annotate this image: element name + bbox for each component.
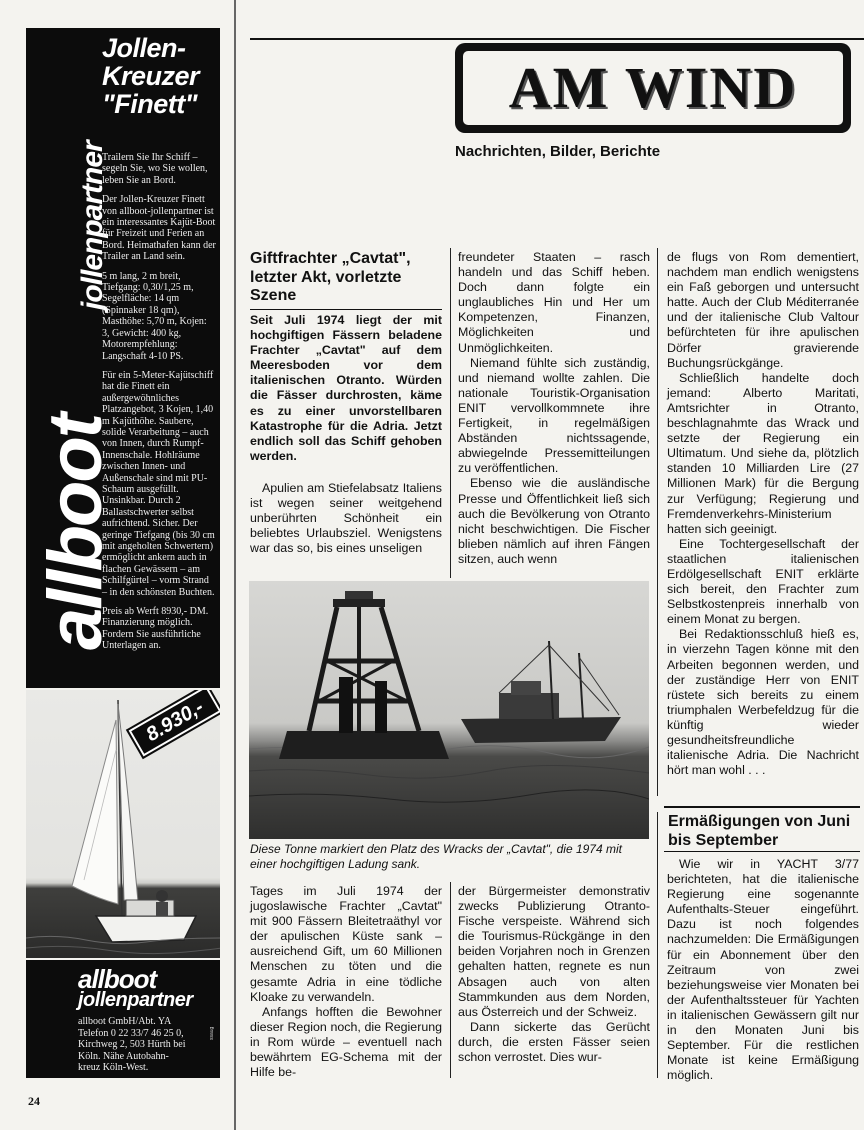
buoy-and-boat-illustration (249, 581, 649, 839)
sailboat-photo (26, 690, 220, 958)
column-divider (657, 812, 658, 1078)
section-subtitle: Nachrichten, Bilder, Berichte (455, 143, 661, 160)
article-column-3 (667, 250, 859, 778)
contact-line: Kirchweg 2, 503 Hürth bei (78, 1039, 186, 1050)
contact-line: kreuz Köln-West. (78, 1062, 149, 1073)
article-paragraph: Niemand fühlte sich zuständig, und niemand wollte zahlen. Die nationale Touristik-Organisation ENIT vervollkommnete ihre Fertigkeit, in regelmäßigen Abständen nichtssagende, abwiegelnde Pressemitteilungen zu veröffentlichen. (458, 355, 650, 476)
ad-vertical-brand: allboot (33, 414, 118, 650)
ad-paragraph: Preis ab Werft 8930,- DM. Finanzierung möglich. Fordern Sie ausführliche Unterlagen an. (102, 606, 209, 652)
masthead-title: AM WIND (508, 55, 798, 120)
ad-brand-subtitle: jollenpartner (78, 989, 193, 1011)
article-lead: Seit Juli 1974 liegt der mit hochgiftigen Fässern beladene Frachter „Cavtat" auf dem Meeresboden vor dem italienischen Otranto. Würden die Fässer durchrosten, käme es zu einer unvorstellbaren Katastrophe für die Adria. Jetzt endlich soll das Schiff gehoben werden. (250, 313, 442, 463)
article-paragraph: Tages im Juli 1974 der jugoslawische Frachter „Cavtat" mit 900 Fässern Bleitetraäthyl vor der apulischen Küste sank – ausreichend Gift, um 60 Millionen Menschen zu töten und die gesamte Adria in eine tödliche Kloake zu verwandeln. (250, 884, 442, 1004)
article-column-1-upper (250, 481, 442, 556)
article-paragraph: Bei Redaktionsschluß hieß es, in vierzehn Tagen könne mit den Arbeiten begonnen werden, und der zuständige Herr von ENIT rüstete sich bereits zu einem triumphalen Werbefeldzug für die künftig wieder gesundheitsfreundliche italienische Adria. Die Nachricht hört man wohl . . . (667, 627, 859, 778)
article-paragraph: Apulien am Stiefelabsatz Italiens ist wegen seiner weitgehend unberührten Schönheit ein beliebtes Urlaubsziel. Wenigstens war das so, bis eines unseligen (250, 481, 442, 556)
page-gutter-divider (234, 0, 236, 1130)
contact-line: Köln. Nähe Autobahn- (78, 1050, 169, 1062)
article-headline: Giftfrachter „Cavtat", letzter Akt, vorletzte Szene (250, 250, 411, 304)
headline-rule (250, 309, 442, 310)
article-paragraph: Eine Tochtergesellschaft der staatlichen italienischen Erdölgesellschaft ENIT erklärte sich bereit, den Frachter zum Selbstkostenpreis innerhalb von einem Monat zu bergen. (667, 536, 859, 627)
column-divider (450, 882, 451, 1078)
header-rule (250, 38, 864, 40)
article-paragraph: Ebenso wie die ausländische Presse und Öffentlichkeit ließ sich auch die Bevölkerung von Otranto nicht beschwichtigen. Die Fischer blieben nämlich auf ihren Fängen sitzen, auch wenn (458, 476, 650, 566)
article2-headline-rule (664, 851, 860, 852)
article-paragraph: der Bürgermeister demonstrativ zwecks Publizierung Otranto-Fische verspeiste. Während sich die Tourismus-Rückgänge in den beiden Vorjahren noch in Grenzen gehalten hatten, regnete es nun Absagen auch von alten Stammkunden aus dem Norden, aus Österreich und der Schweiz. (458, 884, 650, 1019)
contact-line: allboot GmbH/Abt. YA (78, 1016, 172, 1027)
article2-body (667, 857, 859, 1083)
article-paragraph: Dann sickerte das Gerücht durch, die ersten Fässer seien schon verrostet. Dies wur- (458, 1019, 650, 1065)
ad-vertical-subbrand: jollenpartner (76, 141, 109, 310)
column-divider (450, 248, 451, 578)
article-column-1-lower (250, 884, 442, 1080)
sailboat-illustration (26, 690, 220, 958)
contact-line: Telefon 0 22 33/7 46 25 0, (78, 1027, 184, 1039)
masthead-frame (461, 49, 845, 127)
ad-title (102, 34, 218, 118)
column-divider (657, 248, 658, 796)
article-paragraph: Anfangs hofften die Bewohner dieser Region noch, die Regierung in Rom würde – eventuell nach bewährtem EG-Schema mit der Hilfe be- (250, 1004, 442, 1080)
ad-title-line: Jollen- (102, 33, 186, 63)
section-masthead (455, 43, 851, 133)
ad-title-line: "Finett" (102, 89, 198, 119)
ad-title-line: Kreuzer (102, 61, 200, 91)
ad-brand-logo: allboot (78, 964, 157, 994)
page-number: 24 (28, 1094, 40, 1108)
ad-contact-address (78, 1016, 218, 1074)
ad-paragraph: Für ein 5-Meter-Kajütschiff hat die Finett ein außergewöhnliches Platzangebot, 3 Kojen, 1,40 m Kajüthöhe. Saubere, solide Verarbeitung – auch von Innen, durch Rumpf-Innenschale. Hohlräume zwischen Innen- und Außenschale sind mit PU-Schaum ausgefüllt. Unsinkbar. Durch 2 Ballastschwerter selbst aufrichtend. Sicher. Der geringe Tiefgang (bis 30 cm mit angeholten Schwertern) ermöglicht ankern auch in flachen Gewässern – am Schilfgürtel – vorm Strand – in den schönsten Buchten. (102, 369, 215, 598)
ad-paragraph: 5 m lang, 2 m breit, Tiefgang: 0,30/1,25 m, Segelfläche: 14 qm (Spinnaker 18 qm), Masthöhe: 5,70 m, Kojen: 3, Gewicht: 400 kg, Motorempfehlung: Langschaft 4-10 PS. (102, 270, 207, 362)
article-column-2-upper (458, 250, 650, 567)
ad-code: ssaug (209, 1026, 215, 1040)
article2-top-rule (664, 806, 860, 808)
ad-body-text (102, 152, 216, 660)
ad-paragraph: Der Jollen-Kreuzer Finett von allboot-jollenpartner ist ein interessantes Kajüt-Boot für Freizeit und Ferien an Bord. Heimathafen kann der Trailer an Land sein. (102, 194, 216, 263)
advertisement-panel (26, 28, 220, 688)
ad-paragraph: Trailern Sie Ihr Schiff – segeln Sie, wo Sie wollen, leben Sie an Bord. (102, 152, 208, 186)
article-paragraph: Wie wir in YACHT 3/77 berichteten, hat die italienische Regierung eine sogenannte Aufenthalts-Steuer eingeführt. Dazu ist noch folgendes nachzumelden: Die Ermäßigungen für ein Abonnement über den Zeitraum von zwei beziehungsweise vier Monaten bei der Aufenthaltssteuer für Yachten in italienischen Gewässern gilt nur in den Monaten Juni bis September. Für die restlichen Monate ist keine Ermäßigung möglich. (667, 857, 859, 1083)
ad-contact-panel (26, 960, 220, 1078)
article-paragraph: de flugs von Rom dementiert, nachdem man endlich wenigstens ein Faß geborgen und untersucht hatte. Auch der Club Méditerranée und der italienische Club Valtour befürchteten für ihre apulischen Dörfer gravierende Buchungsrückgänge. (667, 250, 859, 370)
article-paragraph: freundeter Staaten – rasch handeln und das Schiff heben. Doch dann folgte ein unglaubliches Hin und Her um Kompetenzen, Finanzen, Möglichkeiten und Unmöglichkeiten. (458, 250, 650, 355)
article-column-2-lower (458, 884, 650, 1065)
article-paragraph: Schließlich handelte doch jemand: Alberto Maritati, Amtsrichter in Otranto, beschlagnahmte das Wrack und setzte der Regierung ein Ultimatum. Und siehe da, plötzlich standen 10 Milliarden Lire (27 Millionen Mark) für die Bergung zur Verfügung; Regierung und Fremdenverkehrs-Ministerium hatten sich geeinigt. (667, 370, 859, 536)
buoy-photo (249, 581, 649, 839)
ad-vertical-logo (28, 30, 118, 686)
photo-caption: Diese Tonne markiert den Platz des Wracks der „Cavtat", die 1974 mit einer hochgiftigen Ladung sank. (250, 842, 622, 871)
price-badge: 8.930,- (129, 690, 220, 756)
article2-headline: Ermäßigungen von Juni bis September (668, 813, 851, 849)
